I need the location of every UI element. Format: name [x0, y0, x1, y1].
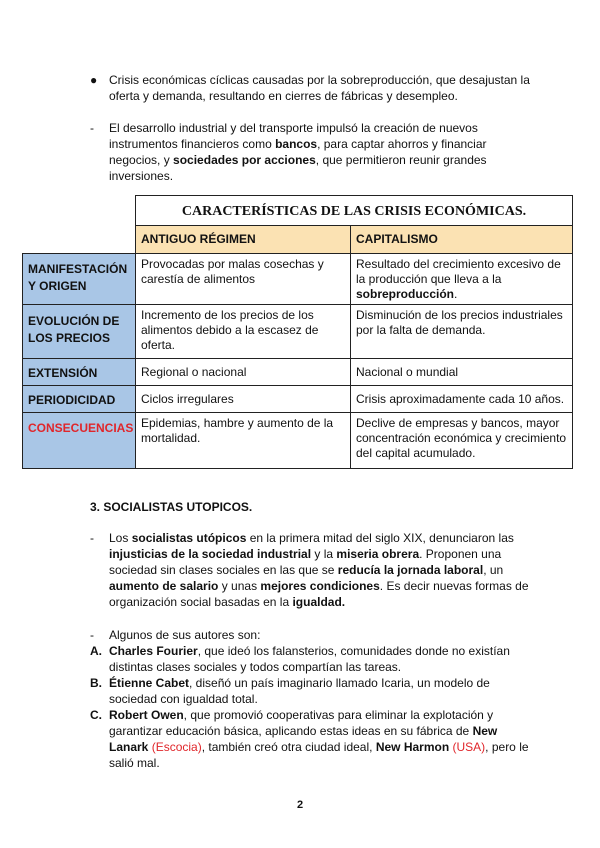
- author-text: Robert Owen, que promovió cooperativas para eliminar la explotación y garantizar educación básica, aplicando estas ideas en su fábrica de New Lanark (Escocia), también creó otra ciudad ideal, New Harmon (USA), pero le salió mal.: [109, 708, 529, 770]
- table-cell: Regional o nacional: [135, 358, 351, 386]
- table-cell: Disminución de los precios industriales por la falta de demanda.: [350, 304, 573, 359]
- author-item-cabet: [90, 675, 530, 707]
- table-cell: Crisis aproximadamente cada 10 años.: [350, 385, 573, 413]
- list-marker: B.: [90, 676, 102, 690]
- paragraph-socialistas: [90, 530, 530, 610]
- col-header-antiguo: ANTIGUO RÉGIMEN: [135, 225, 351, 254]
- author-item-owen: [90, 707, 530, 771]
- table-cell: Ciclos irregulares: [135, 385, 351, 413]
- bullet-text: El desarrollo industrial y del transporte impulsó la creación de nuevos instrumentos financieros como bancos, para captar ahorros y financiar negocios, y sociedades por acciones, que permitieron reunir grandes inversiones.: [109, 121, 487, 183]
- dash-marker: -: [90, 531, 94, 545]
- section-heading: 3. SOCIALISTAS UTOPICOS.: [90, 500, 253, 514]
- row-header-manifestacion: MANIFESTACIÓN Y ORIGEN: [22, 253, 136, 305]
- table-cell: Nacional o mundial: [350, 358, 573, 386]
- table-cell: Resultado del crecimiento excesivo de la producción que lleva a la sobreproducción.: [350, 253, 573, 305]
- list-marker: C.: [90, 708, 102, 722]
- author-text: Charles Fourier, que ideó los falansterios, comunidades donde no existían distintas clases sociales y todos compartían las tareas.: [109, 644, 510, 674]
- table-cell: Epidemias, hambre y aumento de la mortalidad.: [135, 412, 351, 469]
- row-header-periodicidad: PERIODICIDAD: [22, 385, 136, 413]
- dash-marker: -: [90, 121, 94, 135]
- col-header-capitalismo: CAPITALISMO: [350, 225, 573, 254]
- author-text: Étienne Cabet, diseñó un país imaginario llamado Icaria, un modelo de sociedad con igualdad total.: [109, 676, 490, 706]
- dash-marker: -: [90, 628, 94, 642]
- table-cell: Incremento de los precios de los alimentos debido a la escasez de oferta.: [135, 304, 351, 359]
- table-title: CARACTERÍSTICAS DE LAS CRISIS ECONÓMICAS.: [135, 195, 573, 226]
- row-header-extension: EXTENSIÓN: [22, 358, 136, 386]
- row-header-consecuencias: CONSECUENCIAS: [22, 412, 136, 469]
- crisis-table: [22, 195, 573, 469]
- paragraph-text: Los socialistas utópicos en la primera mitad del siglo XIX, denunciaron las injusticias de la sociedad industrial y la miseria obrera. Proponen una sociedad sin clases sociales en las que se reducía la jornada laboral, un aumento de salario y unas mejores condiciones. Es decir nuevas formas de organización social basadas en la igualdad.: [109, 531, 529, 609]
- bullet-item-desarrollo: [90, 120, 530, 184]
- list-marker: A.: [90, 644, 102, 658]
- bullet-item-crisis: [90, 72, 530, 104]
- bullet-marker: ●: [90, 73, 98, 87]
- table-cell: Declive de empresas y bancos, mayor concentración económica y crecimiento del capital acumulado.: [350, 412, 573, 469]
- paragraph-text: Algunos de sus autores son:: [109, 628, 261, 642]
- bullet-text: Crisis económicas cíclicas causadas por la sobreproducción, que desajustan la oferta y demanda, resultando en cierres de fábricas y desempleo.: [109, 73, 530, 103]
- author-item-fourier: [90, 643, 530, 675]
- row-header-evolucion: EVOLUCIÓN DE LOS PRECIOS: [22, 304, 136, 359]
- page-number: 2: [296, 799, 304, 811]
- paragraph-autores: [90, 627, 530, 643]
- table-cell: Provocadas por malas cosechas y carestía de alimentos: [135, 253, 351, 305]
